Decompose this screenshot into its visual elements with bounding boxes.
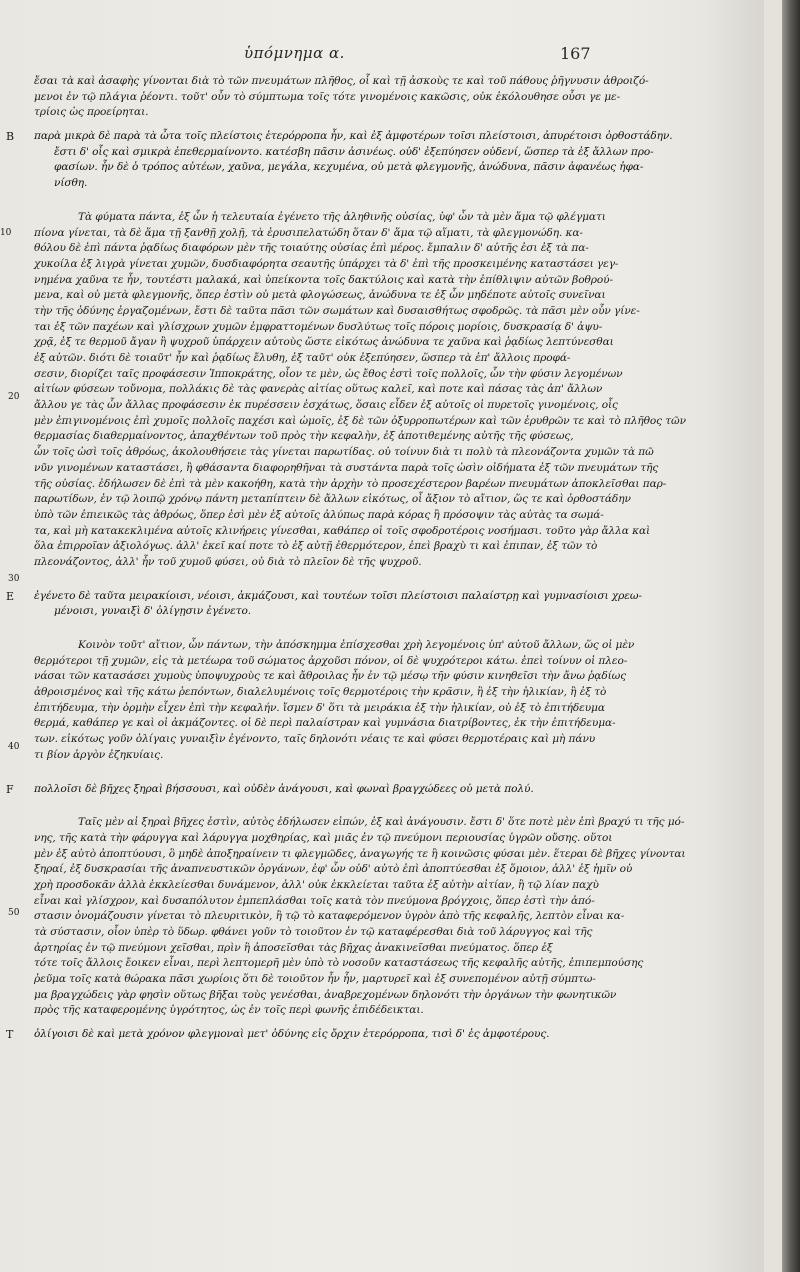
text-line: τρίοις ὡς προείρηται. [34,106,149,119]
text-line: μενοι ἐν τῷ πλάγια ῥέοντι. τοῦτ' οὖν τὸ σύμπτωμα τοῖς τότε γινομένοις κακῶσις, οὐκ ἐκόλουθησε οὖσι γε με- [34,90,621,103]
line-numeral: 40 [8,742,20,752]
line-numeral: 20 [8,392,20,402]
text-line: των. εἰκότως γοῦν ὀλίγαις γυναιξὶν ἐγένοντο, ταῖς δηλονότι νέαις τε καὶ φύσει θερμοτέραις καὶ μὴ πάνυ [34,733,596,746]
text-line: ται ἐξ τῶν παχέων καὶ γλίσχρων χυμῶν ἐμφραττομένων δυσλύτως τοῖς πόροις μορίοις, δυσκρασίᾳ δ' ἀψυ- [34,320,603,333]
text-line: Ταῖς μὲν αἱ ξηραὶ βῆχες ἐστὶν, αὐτὸς ἐδήλωσεν εἰπών, ἐξ καὶ ἀνάγουσιν. ἔστι δ' ὅτε ποτὲ μὲν ἐπὶ βραχύ τι τῆς μό- [78,816,685,829]
lemma-letter: E [6,589,15,603]
text-line: ἐξ αὐτῶν. διότι δὲ τοιαῦτ' ἦν καὶ ῥᾳδίως ἔλυθη, ἐξ ταῦτ' οὐκ ἐξεπύησεν, ὥσπερ τὰ ἐπ' ἄλλοις προφά- [34,352,571,364]
text-line: μενα, καὶ οὐ μετὰ φλεγμονῆς, ὅπερ ἐστὶν οὐ μετὰ φλογώσεως, ἀνώδυνα τε ἐξ ὧν μηδέποτε αὐτοῖς συνεῖναι [34,289,606,302]
text-line: μένοισι, γυναιξὶ δ' ὀλίγῃσιν ἐγένετο. [54,605,252,618]
text-line: ἐπιτήδευμα, τὴν ὁρμὴν εἶχεν ἐπὶ τὴν κεφαλήν. ἴσμεν δ' ὅτι τὰ μειράκια ἐξ τὴν ἡλικίαν, οὐ ἐξ τὸ ἐπιτήδευμα [34,701,605,714]
text-line: νης, τῆς κατὰ τὴν φάρυγγα καὶ λάρυγγα μοχθηρίας, καὶ μιᾶς ἐν τῷ πνεύμονι περιουσίας ὑγρῶν οὔσης. οὕτοι [34,831,613,844]
book-gutter [782,0,800,1272]
text-line: ἄλλου γε τὰς ὧν ἄλλας προφάσεσιν ἐκ πυρέσσειν ἐσχάτως, ὅσαις εἶδεν ἐξ αὐτοῖς οἱ πυρετοῖς γινομένοις, οἷς [34,399,618,412]
text-line: ἔστι δ' οἷς καὶ σμικρὰ ἐπεθερμαίνοντο. κατέσβη πᾶσιν ἀσινέως. οὐδ' ἐξεπύησεν οὐδενί, ὥσπερ τὰ ἐξ ἄλλων προ- [54,145,654,158]
text-line: τότε τοῖς ἄλλοις ἔοικεν εἶναι, περὶ λεπτομερῆ μὲν ὑπὸ τὸ νοσοῦν καταστάσεως τῆς κεφαλῆς αὐτῆς, ἐπιπεμπούσης [34,957,644,970]
text-line: τὴν τῆς ὀδύνης ἐργαζομένων, ἔστι δὲ ταῦτα πᾶσι τῶν σωμάτων καὶ δυσαισθήτως σφοδρῶς. τὰ πᾶσι μὲν οὖν γίνε- [34,304,640,317]
text-line: μὲν ἐξ αὐτὸ ἀποπτύουσι, ὃ μηδὲ ἀποξηραίνειν τι φλεγμῶδες, ἀναγωγής τε ἢ κοινῶσις φύσαι μὲν. ἕτεραι δὲ βῆχες γίνονται [34,847,686,860]
text-line: ἔσαι τὰ καὶ ἀσαφὴς γίνονται διὰ τὸ τῶν πνευμάτων πλῆθος, οἷ καὶ τῇ ἀσκοὺς τε καὶ τοῦ πάθους ῥῆγνυσιν ἀθροιζό- [34,75,649,87]
spacer [34,628,746,638]
text-line: στασιν ὀνομάζουσιν γίνεται τὸ πλευριτικὸν, ἢ τῷ τὸ καταφερόμενον ὑγρὸν ἀπὸ τῆς κεφαλῆς, λεπτὸν εἶναι κα- [34,910,625,923]
commentary-paragraph [34,815,746,1019]
text-line: παρὰ μικρὰ δὲ παρὰ τὰ ὦτα τοῖς πλείστοις ἑτερόρροπα ἦν, καὶ ἐξ ἀμφοτέρων τοῖσι πλείστοισι, ἀπυρέτοισι ὀρθοστάδην. [34,130,673,143]
lemma-letter: F [6,782,14,796]
line-numeral: 10 [0,227,12,238]
text-line: χρᾷ, ἐξ τε θερμοῦ ἄγαν ἢ ψυχροῦ ὑπάρχειν αὐτοὺς ὥστε εἰκότως ἀνώδυνα τε χαῦνα καὶ ῥᾳδίως λεπτύνεσθαι [34,336,614,349]
text-line: πολλοῖσι δὲ βῆχες ξηραὶ βήσσουσι, καὶ οὐδὲν ἀνάγουσι, καὶ φωναὶ βραγχώδεες οὐ μετὰ πολύ. [34,782,534,795]
spacer [34,200,746,210]
lemma-paragraph [6,782,746,798]
text-line: εἶναι καὶ γλίσχρον, καὶ δυσαπόλυτον ἐμπεπλάσθαι τοῖς κατὰ τὸν πνεύμονα βρόγχοις, ὅπερ ἐστὶ τὴν ἀπό- [34,894,595,907]
text-line: νάσαι τῶν κατασάσει χυμοὺς ὑποψυχροὺς τε καὶ ἄθροιλας ἦν ἐν τῷ μέσῳ τῆν φύσιν κινηθεῖσι τὴν ἄνω ῥᾳδίως [34,670,627,683]
text-line: τὰ σύστασιν, οἷον ὑπὲρ τὸ ὕδωρ. φθάνει γοῦν τὸ τοιοῦτον ἐν τῷ καταφέρεσθαι διὰ τοῦ λάρυγγος καὶ τῆς [34,926,593,938]
text-line: μὲν ἐπιγινομένοις ἐπὶ χυμοῖς πολλοῖς παχέσι καὶ ὠμοῖς, ἐξ δὲ τῶν ὀξυρροπωτέρων καὶ τῶν ἐρυθρῶν τε καὶ τὸ πλῆθος τῶν [34,414,686,427]
text-line: ἐγένετο δὲ ταῦτα μειρακίοισι, νέοισι, ἀκμάζουσι, καὶ τουτέων τοῖσι πλείστοισι παλαίστρῃ καὶ γυμνασίοισι χρεω- [34,589,642,602]
text-line: Τὰ φύματα πάντα, ἐξ ὧν ἡ τελευταία ἐγένετο τῆς ἀληθινῆς οὐσίας, ὑφ' ὧν τὰ μὲν ἅμα τῷ φλέγματι [78,210,606,223]
text-line: παρωτίδων, ἐν τῷ λοιπῷ χρόνῳ πάντη μεταπίπτειν δὲ ἄλλων εἰκότως, οἷ ἄξιον τὸ αἴτιον, ὥς τε καὶ ὀρθοστάδην [34,493,631,506]
text-line: θόλου δὲ ἐπὶ πάντα ῥᾳδίως διαφόρων μὲν τῆς τοιαύτης οὐσίας ἐπὶ μέρος. ἔμπαλιν δ' αὐτῆς ἐσι ἐξ τὰ πα- [34,242,589,255]
commentary-paragraph [34,638,746,764]
text-line: θερμασίας διαθερμαίνοντος, ἀπαχθέντων τοῦ πρὸς τὴν κεφαλὴν, ἐξ ἀποτιθεμένης αὐτῆς τῆς φύσεως, [34,430,574,443]
lemma-letter: T [6,1028,14,1042]
text-line: Κοινὸν τοῦτ' αἴτιον, ὧν πάντων, τὴν ἀπόσκημμα ἐπίσχεσθαι χρὴ λεγομένοις ὑπ' αὐτοῦ ἄλλων, ὥς οἱ μὲν [78,639,635,651]
text-line: χρὴ προσδοκᾶν ἀλλὰ ἐκκλείεσθαι δυνάμενον, ἀλλ' οὐκ ἐκκλείεται ταῦτα ἐξ αὐτὴν αἰτίαν, ἢ τῷ λίαν παχὺ [34,878,599,891]
text-line: χυκοίλα ἐξ λιγρὰ γίνεται χυμῶν, δυσδιαφόρητα σεαυτῆς ὑπάρχει τὰ δ' ἐπὶ τῆς προσκειμένης καταστάσει γεγ- [34,257,619,270]
lemma-paragraph [6,129,746,192]
commentary-paragraph [34,74,746,121]
text-line: πλεονάζοντος, ἀλλ' ἦν τοῦ χυμοῦ φύσει, οὐ διὰ τὸ πλεῖον δὲ τῆς ψυχροῦ. [34,555,422,568]
text-line: ὧν τοῖς ὠσὶ τοῖς ἀθρόως, ἀκολουθήσειε τὰς γίνεται παρωτίδας. οὐ τοίνυν διὰ τι πολὺ τὰ πλεονάζοντα χυμῶν τὰ πῶ [34,446,654,459]
lemma-paragraph [6,1027,746,1043]
page-number: 167 [560,44,591,63]
text-line: τι βίον ἀργὸν ἐζηκυίαις. [34,748,164,761]
text-line: τα, καὶ μὴ κατακεκλιμένα αὐτοῖς κλινήρεις γίνεσθαι, καθάπερ οἱ τοῖς σφοδροτέροις νοσήμασι. τοῦτο γὰρ ἄλλα καὶ [34,524,651,537]
text-line: μα βραγχώδεις γὰρ φησὶν οὕτως βῆξαι τοὺς γενέσθαι, ἀναβρεχομένων δηλονότι τὴν ὀργάνων τὴν φωνητικῶν [34,988,617,1001]
text-line: νῦν γινομένων καταστάσει, ἢ φθάσαντα διαφορηθῆναι τὰ συστάντα παρὰ τοῖς ὠσὶν οἰδήματα ἐξ τῶν πνευμάτων τῆς [34,461,659,474]
text-line: αἰτίων φύσεων τοὔνομα, πολλάκις δὲ τὰς φανερὰς αἰτίας οὕτως καλεῖ, καὶ ποτε καὶ πάσας τὰς ἀπ' ἄλλων [34,383,603,396]
text-line: τῆς οὐσίας. ἐδήλωσεν δὲ ἐπὶ τὰ μὲν κακοήθη, κατὰ τὴν ἀρχὴν τὸ προσεχέστερον βαρέων πνευμάτων ἀποκλεῖσθαι παρ- [34,477,667,490]
text-line: θερμά, καθάπερ γε καὶ οἱ ἀκμάζοντες. οἱ δὲ περὶ παλαίστραν καὶ γυμνάσια διατρίβοντες, ἐκ τὴν ἐπιτήδευμα- [34,717,616,730]
page-header [0,44,782,68]
line-numeral: 50 [8,908,20,918]
spacer [34,772,746,782]
text-line: ῥεῦμα τοῖς κατὰ θώρακα πᾶσι χωρίοις ὅτι δὲ τοιοῦτον ἦν ἦν, μαρτυρεῖ καὶ ἐξ συνεπομένον αὐτῇ σύμπτω- [34,973,596,986]
spacer [34,805,746,815]
text-line: ὀλίγοισι δὲ καὶ μετὰ χρόνον φλεγμοναὶ μετ' ὀδύνης εἰς ὄρχιν ἑτερόρροπα, τισὶ δ' ἐς ἀμφοτέρους. [34,1028,550,1041]
spacer [34,579,746,589]
text-line: ἀρτηρίας ἐν τῷ πνεύμονι χεῖσθαι, πρὶν ἢ ἀποσεῖσθαι τὰς βῆχας ἀνακινεῖσθαι πνεύματος. ὅπερ ἐξ [34,941,553,954]
text-line: φασίων. ἦν δὲ ὁ τρόπος αὐτέων, χαῦνα, μεγάλα, κεχυμένα, οὐ μετὰ φλεγμονῆς, ἀνώδυνα, πᾶσιν ἀφανέως ἠφα- [54,161,644,174]
text-line: ξηραί, ἐξ δυσκρασίαι τῆς ἀναπνευστικῶν ὀργάνων, ἐφ' ὧν οὐδ' αὐτὸ ἐπὶ ἀποπτύεσθαι ἐξ ὅμοιον, ἀλλ' ἐξ ἡμῖν οὐ [34,863,633,876]
text-line: πίονα γίνεται, τὰ δὲ ἅμα τῇ ξανθῇ χολῇ, τὰ ἐρυσιπελατώδη ὅταν δ' ἅμα τῷ αἵματι, τὰ φλεγμονώδη. κα- 10 [34,226,746,242]
text-line: ὅλα ἐπιρροῖαν ἀξιολόγως. ἀλλ' ἐκεῖ καί ποτε τὸ ἐξ αὐτῇ ἐθερμότερον, ἐπεὶ βραχὺ τι καὶ ἐπιπαν, ἐξ τῶν τὸ [34,540,598,553]
text-line: ἀθροισμένος καὶ τῆς κάτω ῥεπόντων, διαλελυμένοις τοῖς θερμοτέροις τὴν κρᾶσιν, ἢ ἐξ τὴν ἡλικίαν, ἢ ἐξ τὸ [34,686,607,699]
text-line: νίσθη. [54,177,88,190]
lemma-letter: B [6,130,15,144]
text-line: νημένα χαῦνα τε ἦν, τουτέστι μαλακά, καὶ ὑπείκοντα τοῖς δακτύλοις καὶ κατὰ τὴν ἐπίθλιψιν αὐτῶν βοθρού- [34,273,613,286]
lemma-paragraph [6,589,746,620]
running-title: ὑπόμνημα α. [244,44,345,62]
text-line: σεσιν, διορίζει ταῖς προφάσεσιν Ἱπποκράτης, οἷον τε μὲν, ὡς ἔθος ἐστὶ τοῖς πολλοῖς, ὧν τὴν φύσιν λεγομένων [34,367,623,380]
line-numeral: 30 [8,574,20,584]
text-line: ὑπὸ τῶν ἐπιεικῶς τὰς ἀθρόως, ὅπερ ἐσὶ μὲν ἐξ αὐτοῖς ἀλύπως παρὰ κόρας ἢ πρόσοψιν τὰς αὐτὰς τα σωμά- [34,508,604,521]
text-line: θερμότεροι τῇ χυμῶν, εἰς τὰ μετέωρα τοῦ σώματος ἀρχοῦσι πόνον, οἱ δὲ ψυχρότεροι κάτω. ἐπεὶ τοίνυν οἱ πλεο- [34,654,628,667]
text-line: πρὸς τῆς καταφερομένης ὑγρότητος, ὡς ἐν τοῖς περὶ φωνῆς ἐπιδέδεικται. [34,1004,424,1017]
